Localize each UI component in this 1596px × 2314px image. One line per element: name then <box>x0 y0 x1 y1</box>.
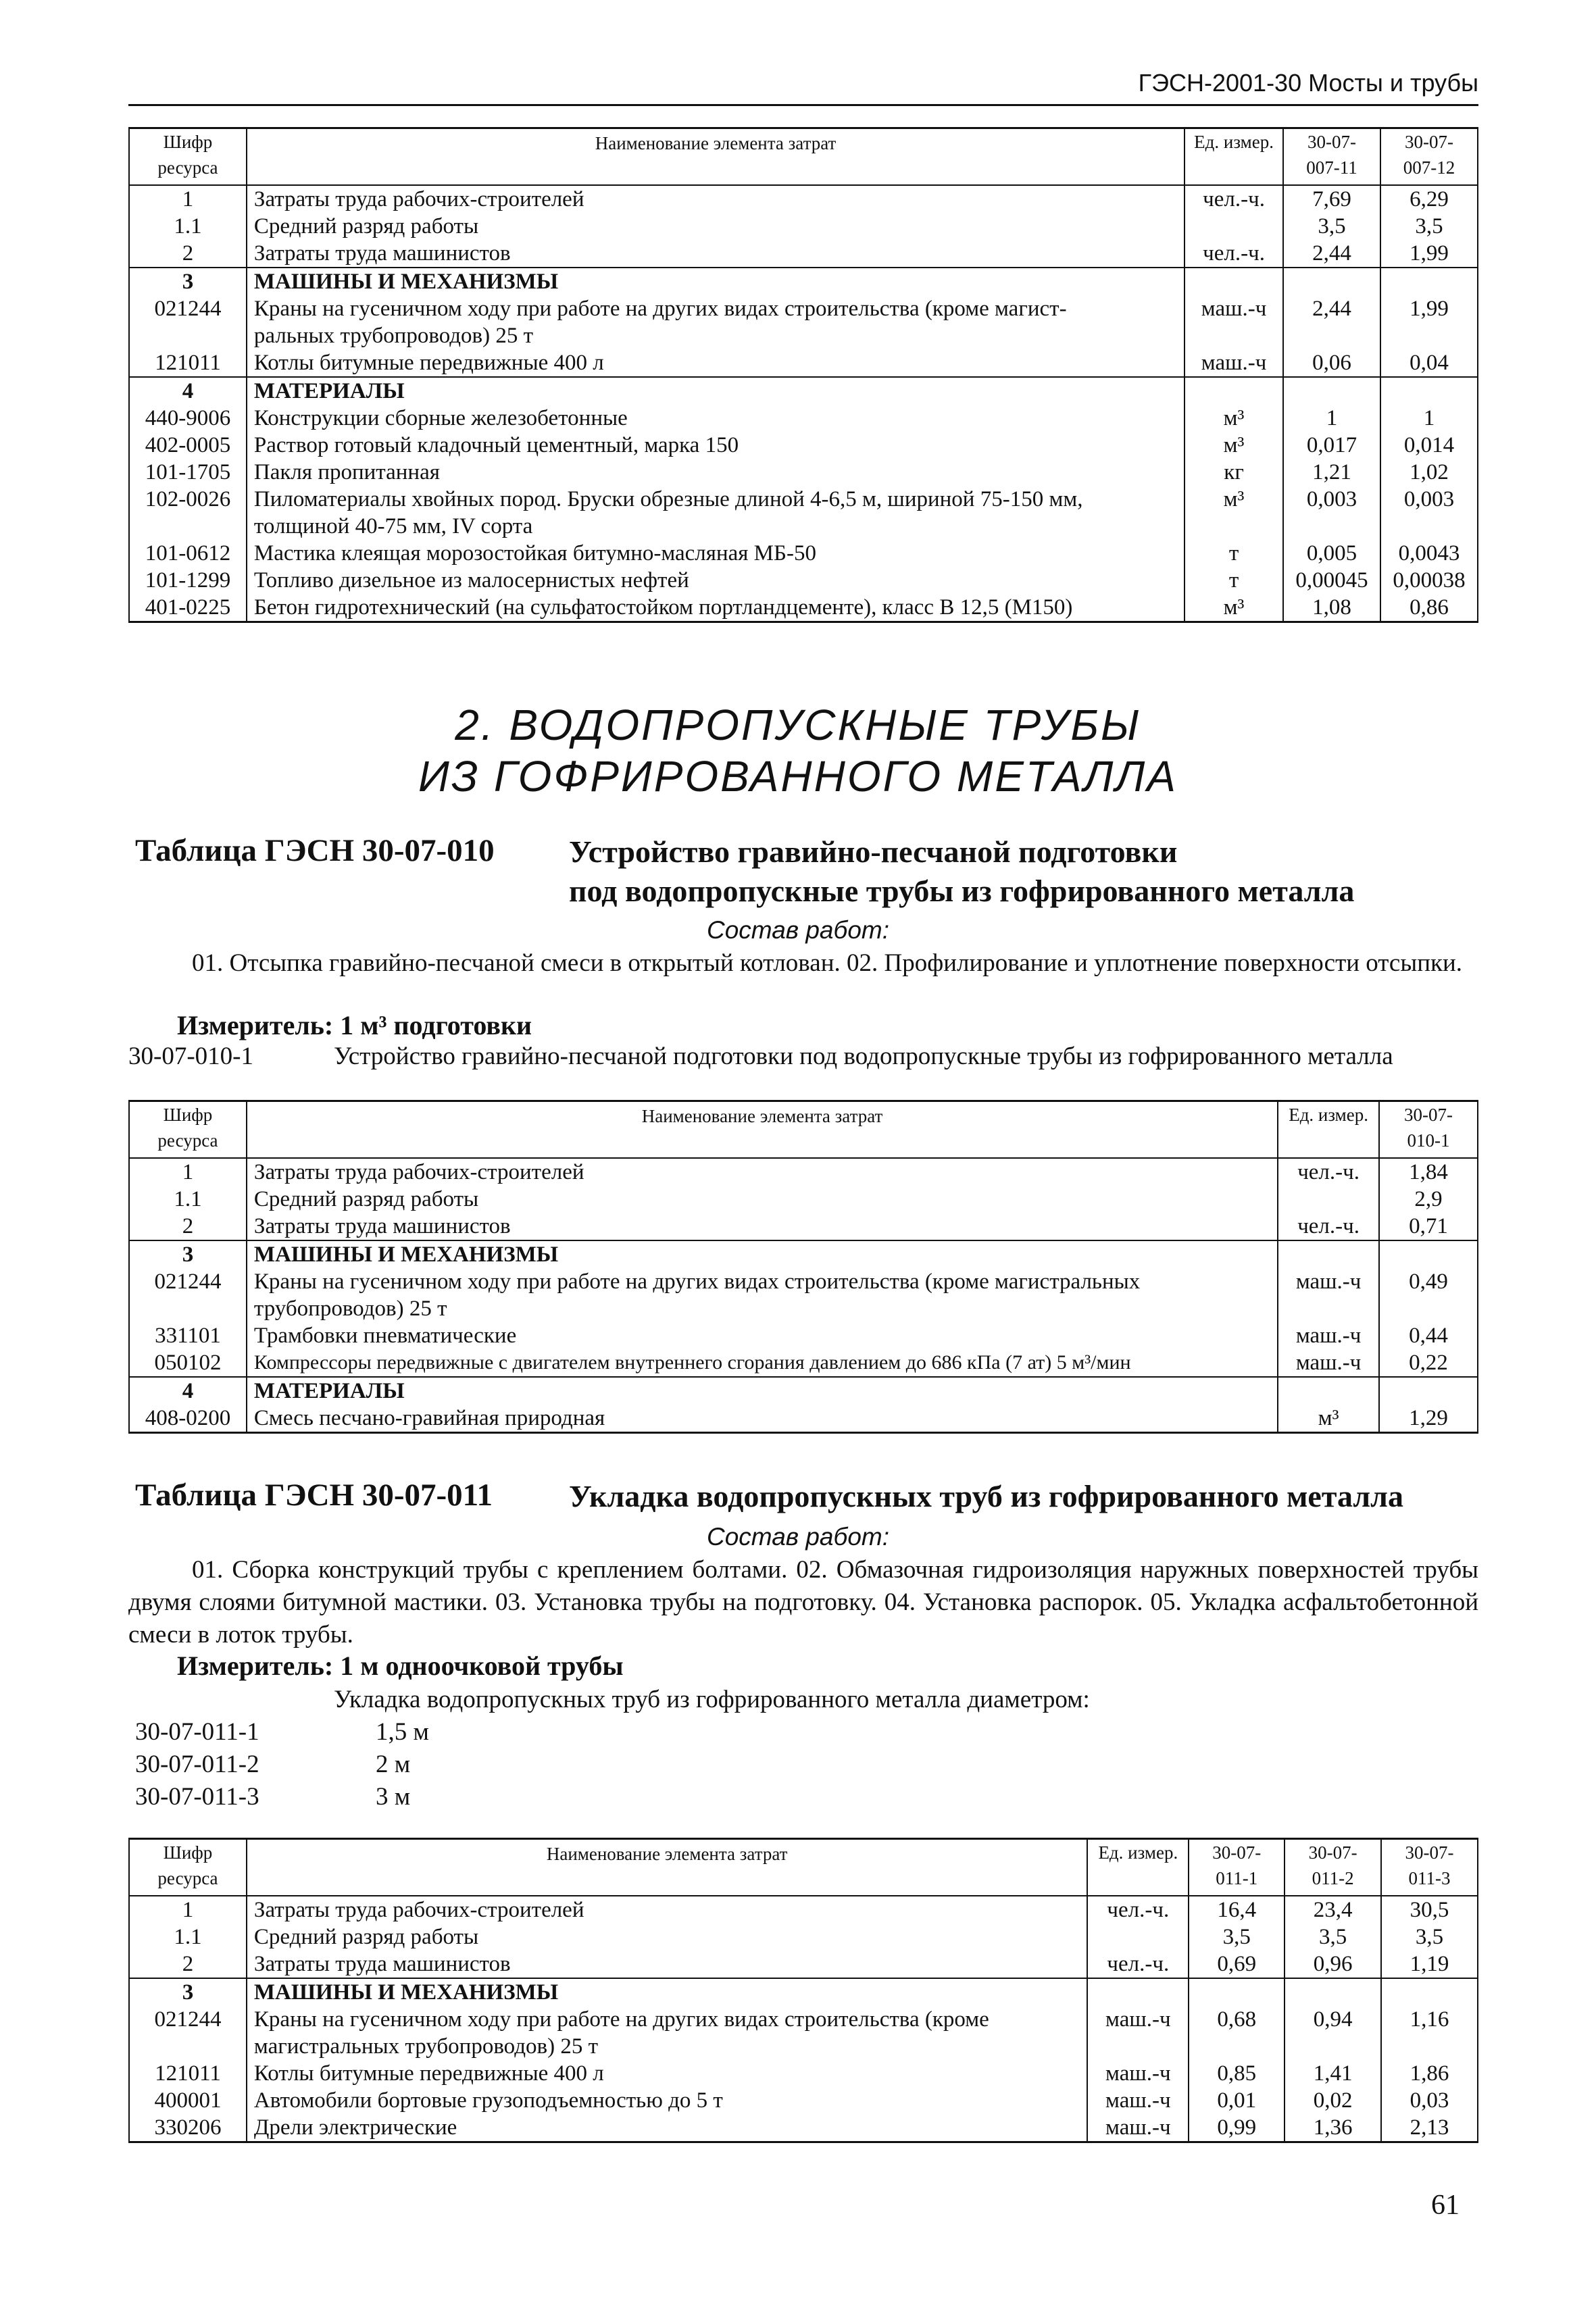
table-title-011: Укладка водопропускных труб из гофрированного металла <box>569 1479 1403 1513</box>
table-row: 4 МАТЕРИАЛЫ <box>129 377 1478 405</box>
works-heading-011: Состав работ: <box>706 1523 890 1551</box>
table-row: 2 Затраты труда машинистов чел.-ч. 0,71 <box>129 1213 1478 1240</box>
table-title-010: Устройство гравийно-песчаной подготовки под водопропускные трубы из гофрированного металла <box>569 834 1355 908</box>
header-text: ГЭСН-2001-30 Мосты и трубы <box>1138 69 1478 97</box>
col-unit-header: Ед. измер. <box>1184 128 1283 186</box>
item-size: 1,5 м <box>376 1718 429 1746</box>
table-row: 121011 Котлы битумные передвижные 400 л маш.-ч 0,06 0,04 <box>129 349 1478 377</box>
item-code: 30-07-011-3 <box>135 1783 259 1811</box>
table-row: 330206 Дрели электрические маш.-ч 0,99 1,36 2,13 <box>129 2114 1478 2142</box>
works-heading-010: Состав работ: <box>706 916 890 944</box>
col-value-header: 30-07- 011-1 <box>1189 1839 1285 1896</box>
table-row: 101-1299 Топливо дизельное из малосернистых нефтей т 0,00045 0,00038 <box>129 567 1478 594</box>
table-row: 401-0225 Бетон гидротехнический (на сульфатостойком портландцементе), класс В 12,5 (М150) м³ 1,08 0,86 <box>129 594 1478 622</box>
table-row: 3 МАШИНЫ И МЕХАНИЗМЫ <box>129 268 1478 295</box>
table-row: 1.1 Средний разряд работы 2,9 <box>129 1186 1478 1213</box>
table-row: 101-1705 Пакля пропитанная кг 1,21 1,02 <box>129 459 1478 486</box>
col-value-header: 30-07- 007-11 <box>1283 128 1380 186</box>
table-row: 021244 Краны на гусеничном ходу при работе на других видах строительства (кроме магистральных трубопроводов) 25 т маш.-ч 0,68 0,94 1,16 <box>129 2006 1478 2060</box>
works-text-011: 01. Сборка конструкций трубы с креплением болтами. 02. Обмазочная гидроизоляция наружных поверхностей трубы двумя слоями битумной мастики. 03. Установка трубы на подготовку. 04. Установка распорок. 05. Укладка асфальтобетонной смеси в лоток трубы. <box>128 1556 1478 1649</box>
table-label-011: Таблица ГЭСН 30-07-011 <box>135 1478 493 1513</box>
measure-011: Измеритель: 1 м одноочковой трубы <box>177 1651 624 1681</box>
table-row: 2 Затраты труда машинистов чел.-ч. 2,44 1,99 <box>129 240 1478 268</box>
table-row: 102-0026 Пиломатериалы хвойных пород. Бруски обрезные длиной 4-6,5 м, шириной 75-150 мм, толщиной 40-75 мм, IV сорта м³ 0,003 0,003 <box>129 486 1478 540</box>
table-row: 331101 Трамбовки пневматические маш.-ч 0,44 <box>129 1322 1478 1349</box>
table-row: 440-9006 Конструкции сборные железобетонные м³ 1 1 <box>129 405 1478 432</box>
table-row: 2 Затраты труда машинистов чел.-ч. 0,69 0,96 1,19 <box>129 1951 1478 1978</box>
item-code: 30-07-010-1 <box>128 1042 253 1070</box>
page-header <box>128 69 1478 106</box>
table-row: 050102 Компрессоры передвижные с двигателем внутреннего сгорания давлением до 686 кПа (7 ат) 5 м³/мин маш.-ч 0,22 <box>129 1349 1478 1377</box>
items-intro: Укладка водопропускных труб из гофрированного металла диаметром: <box>334 1686 1090 1713</box>
col-code-header: Шифр ресурса <box>129 1839 247 1896</box>
table-row: 021244 Краны на гусеничном ходу при работе на других видах строительства (кроме магист- ральных трубопроводов) 25 т маш.-ч 2,44 1,99 <box>129 295 1478 349</box>
resource-table-010 <box>128 1100 1478 1434</box>
col-value-header: 30-07- 011-3 <box>1381 1839 1478 1896</box>
table-row: 021244 Краны на гусеничном ходу при работе на других видах строительства (кроме магистральных трубопроводов) 25 т маш.-ч 0,49 <box>129 1268 1478 1322</box>
resource-table-007 <box>128 127 1478 623</box>
table-row: 1 Затраты труда рабочих-строителей чел.-ч. 1,84 <box>129 1158 1478 1186</box>
col-value-header: 30-07- 010-1 <box>1379 1101 1478 1159</box>
item-code: 30-07-011-1 <box>135 1718 259 1746</box>
table-row: 3 МАШИНЫ И МЕХАНИЗМЫ <box>129 1978 1478 2006</box>
works-text-010: 01. Отсыпка гравийно-песчаной смеси в открытый котлован. 02. Профилирование и уплотнение поверхности отсыпки. <box>192 949 1463 977</box>
col-name-header: Наименование элемента затрат <box>247 1101 1278 1159</box>
col-name-header: Наименование элемента затрат <box>247 128 1184 186</box>
item-size: 2 м <box>376 1751 411 1778</box>
page-number: 61 <box>1431 2190 1460 2221</box>
table-row: 121011 Котлы битумные передвижные 400 л маш.-ч 0,85 1,41 1,86 <box>129 2060 1478 2087</box>
measure-010: Измеритель: 1 м³ подготовки <box>177 1010 532 1040</box>
col-unit-header: Ед. измер. <box>1087 1839 1189 1896</box>
section-title: 2. ВОДОПРОПУСКНЫЕ ТРУБЫ ИЗ ГОФРИРОВАННОГО МЕТАЛЛА <box>418 701 1178 801</box>
resource-table-011 <box>128 1838 1478 2143</box>
table-row: 1 Затраты труда рабочих-строителей чел.-ч. 7,69 6,29 <box>129 185 1478 213</box>
table-row: 402-0005 Раствор готовый кладочный цементный, марка 150 м³ 0,017 0,014 <box>129 432 1478 459</box>
table-row: 400001 Автомобили бортовые грузоподъемностью до 5 т маш.-ч 0,01 0,02 0,03 <box>129 2087 1478 2114</box>
table-label-010: Таблица ГЭСН 30-07-010 <box>135 833 495 868</box>
col-code-header: Шифр ресурса <box>129 1101 247 1159</box>
table-row: 101-0612 Мастика клеящая морозостойкая битумно-масляная МБ-50 т 0,005 0,0043 <box>129 540 1478 567</box>
col-code-header: Шифр ресурса <box>129 128 247 186</box>
col-unit-header: Ед. измер. <box>1278 1101 1379 1159</box>
table-row: 408-0200 Смесь песчано-гравийная природная м³ 1,29 <box>129 1405 1478 1433</box>
table-row: 1.1 Средний разряд работы 3,5 3,5 3,5 <box>129 1923 1478 1951</box>
item-size: 3 м <box>376 1783 411 1811</box>
col-value-header: 30-07- 007-12 <box>1380 128 1478 186</box>
col-name-header: Наименование элемента затрат <box>247 1839 1087 1896</box>
table-row: 3 МАШИНЫ И МЕХАНИЗМЫ <box>129 1240 1478 1268</box>
table-row: 4 МАТЕРИАЛЫ <box>129 1377 1478 1405</box>
col-value-header: 30-07- 011-2 <box>1285 1839 1381 1896</box>
table-row: 1 Затраты труда рабочих-строителей чел.-ч. 16,4 23,4 30,5 <box>129 1896 1478 1923</box>
item-code: 30-07-011-2 <box>135 1751 259 1778</box>
table-row: 1.1 Средний разряд работы 3,5 3,5 <box>129 213 1478 240</box>
item-name: Устройство гравийно-песчаной подготовки под водопропускные трубы из гофрированного металла <box>334 1042 1393 1070</box>
